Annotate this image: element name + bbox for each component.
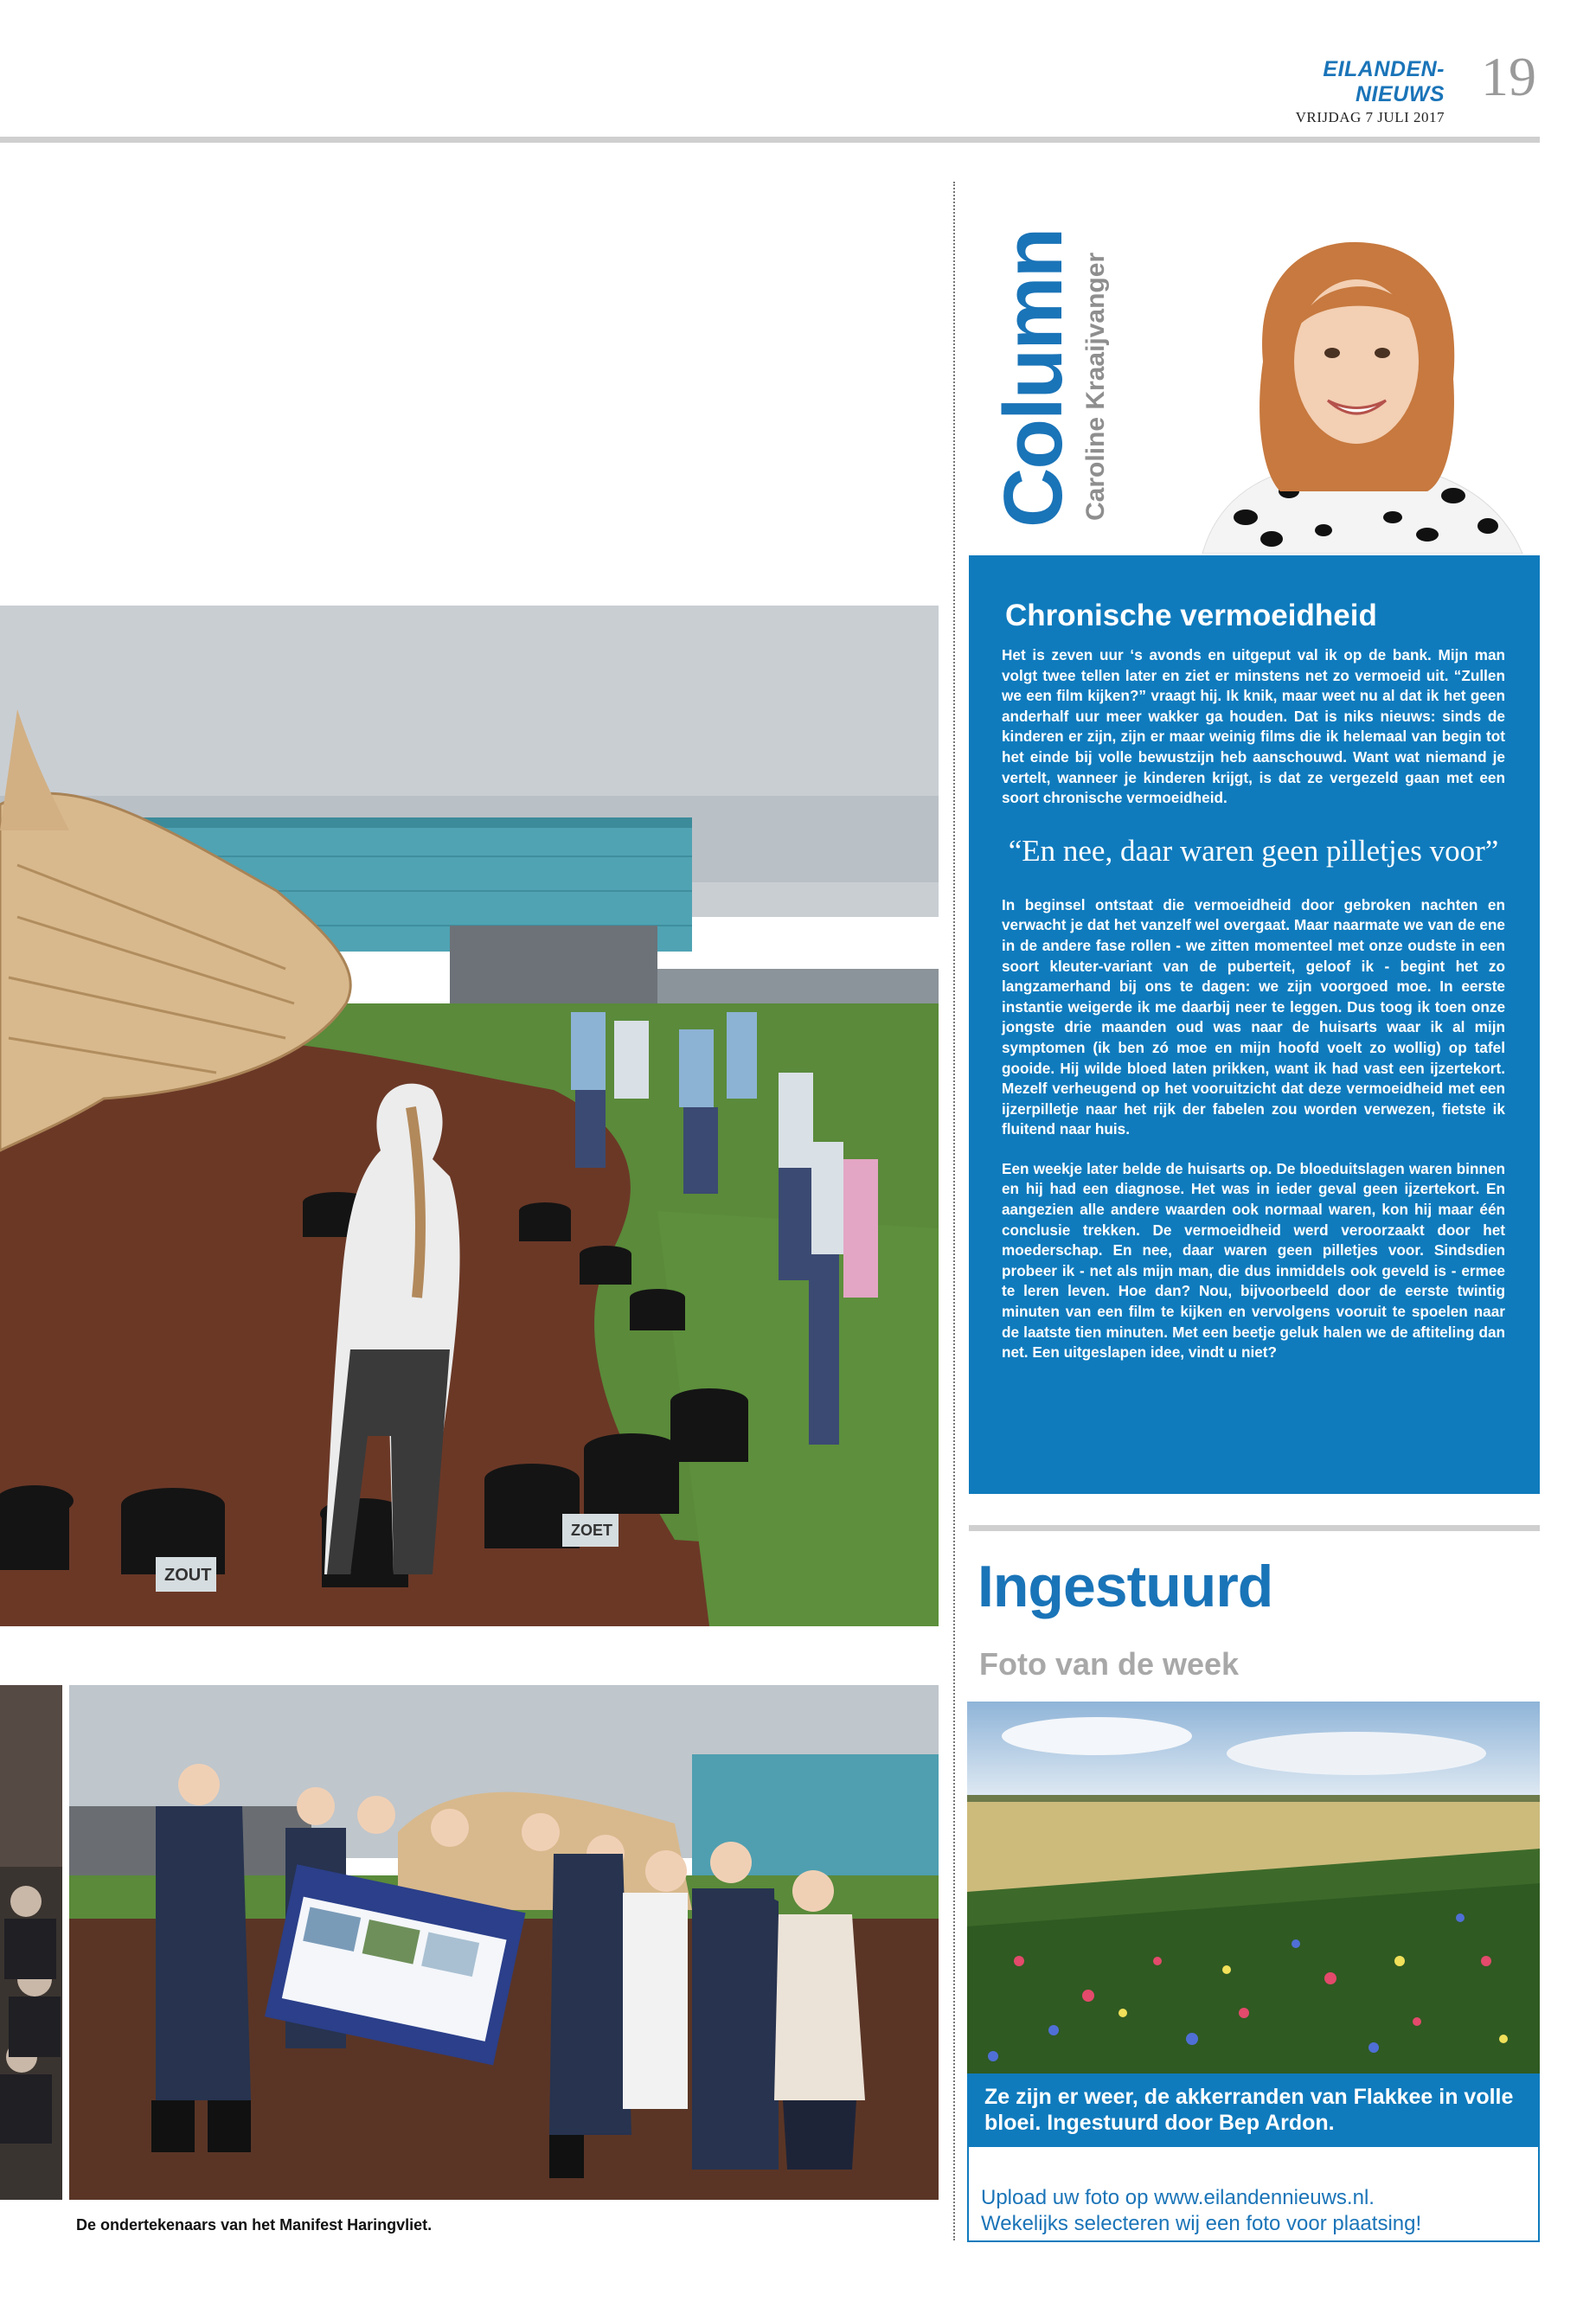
issue-date: VRIJDAG 7 JULI 2017 bbox=[1295, 109, 1445, 125]
photo-caption-box: Ze zijn er weer, de akkerranden van Flakkee in volle bloei. Ingestuurd door Bep Ardon. bbox=[967, 2073, 1540, 2147]
section-title: Ingestuurd bbox=[977, 1554, 1273, 1619]
column-author: Caroline Kraaijvanger bbox=[1081, 252, 1110, 521]
column-divider bbox=[953, 182, 955, 2240]
selection-note: Wekelijks selecteren wij een foto voor plaatsing! bbox=[981, 2212, 1422, 2235]
bucket-label-zoet: ZOET bbox=[571, 1522, 612, 1539]
section-subtitle: Foto van de week bbox=[979, 1646, 1240, 1682]
photo-audience bbox=[0, 1685, 62, 2200]
column-label: Column bbox=[987, 228, 1080, 528]
column-title: Chronische vermoeidheid bbox=[1005, 599, 1377, 632]
upload-link-text[interactable]: Upload uw foto op www.eilandennieuws.nl. bbox=[981, 2186, 1375, 2209]
bucket-label-zout: ZOUT bbox=[164, 1566, 212, 1585]
column-paragraph: In beginsel ontstaat die vermoeidheid door gebroken nachten en verwacht je dat het vanzelf wel overgaat. Maar naarmate we van de ene in de andere fase rollen - we zitten momenteel met onze oudste in een soort kleuter-variant van de puberteit, geloof ik - begint het zo langzamerhand bij ons te dagen: we zijn voorgoed moe. In eerste instantie weigerde ik me daarbij neer te leggen. Dus toog ik toen onze jongste drie maanden oud was naar de huisarts waar ik al mijn symptomen (ik ben zó moe en mijn hoofd voelt zo wollig) op tafel gooide. Hij wilde bloed laten prikken, want ik had vast een ijzertekort. Mezelf verheugend op het vooruitzicht dat deze vermoeidheid met een ijzerpilletje naar het rijk der fabelen zou worden verwezen, fietste ik fluitend naar huis. bbox=[1002, 895, 1505, 1138]
column-article bbox=[969, 555, 1540, 1494]
newspaper-brand: EILANDEN-NIEUWS bbox=[1323, 57, 1445, 106]
column-paragraph: Een weekje later belde de huisarts op. De bloeduitslagen waren binnen en hij had een diagnose. Het was in ieder geval geen ijzertekort. En aangezien alle andere waarden ook normaal waren, kon hij maar één conclusie trekken. De vermoeidheid werd veroorzaakt door het moederschap. En nee, daar waren geen pilletjes voor. Sindsdien probeer ik - net als mijn man, die dus inmiddels ook geveld is - ermee te leren leven. Hoe dan? Nou, bijvoorbeeld door de eerste twintig minuten van een film te kijken en vervolgens vooruit te spoelen naar de laatste tien minuten. Met een beetje geluk halen we de aftiteling dan net. Een uitgeslapen idee, vindt u niet? bbox=[1002, 1159, 1505, 1362]
page-number: 19 bbox=[1481, 46, 1536, 107]
masthead bbox=[1259, 57, 1445, 126]
photo-of-the-week bbox=[967, 1702, 1540, 2073]
column-paragraph: Het is zeven uur ‘s avonds en uitgeput val ik op de bank. Mijn man volgt twee tellen later en ziet er minstens net zo vermoeid uit. “Zullen we een film kijken?” vraagt hij. Ik knik, maar weet nu al dat ik het geen anderhalf uur meer wakker ga houden. Dat is niks nieuws: sinds de kinderen er zijn, zijn er maar weinig films die ik helemaal van begin tot het einde bij volle bewustzijn heb aanschouwd. Want wat niemand je vertelt, wanneer je kinderen krijgt, is dat ze vergezeld gaan met een soort chronische vermoeidheid. bbox=[1002, 646, 1505, 807]
section-rule bbox=[969, 1525, 1540, 1531]
author-portrait bbox=[1168, 232, 1540, 554]
photo-caption: De ondertekenaars van het Manifest Haringvliet. bbox=[76, 2216, 433, 2234]
photo-playground-event bbox=[0, 606, 939, 1626]
empty-ad-space bbox=[0, 151, 939, 601]
photo-manifest-signing bbox=[69, 1685, 939, 2200]
header-rule bbox=[0, 137, 1540, 143]
upload-notice bbox=[967, 2147, 1540, 2242]
column-body bbox=[1002, 645, 1505, 1363]
pullquote: “En nee, daar waren geen pilletjes voor” bbox=[1008, 833, 1499, 868]
